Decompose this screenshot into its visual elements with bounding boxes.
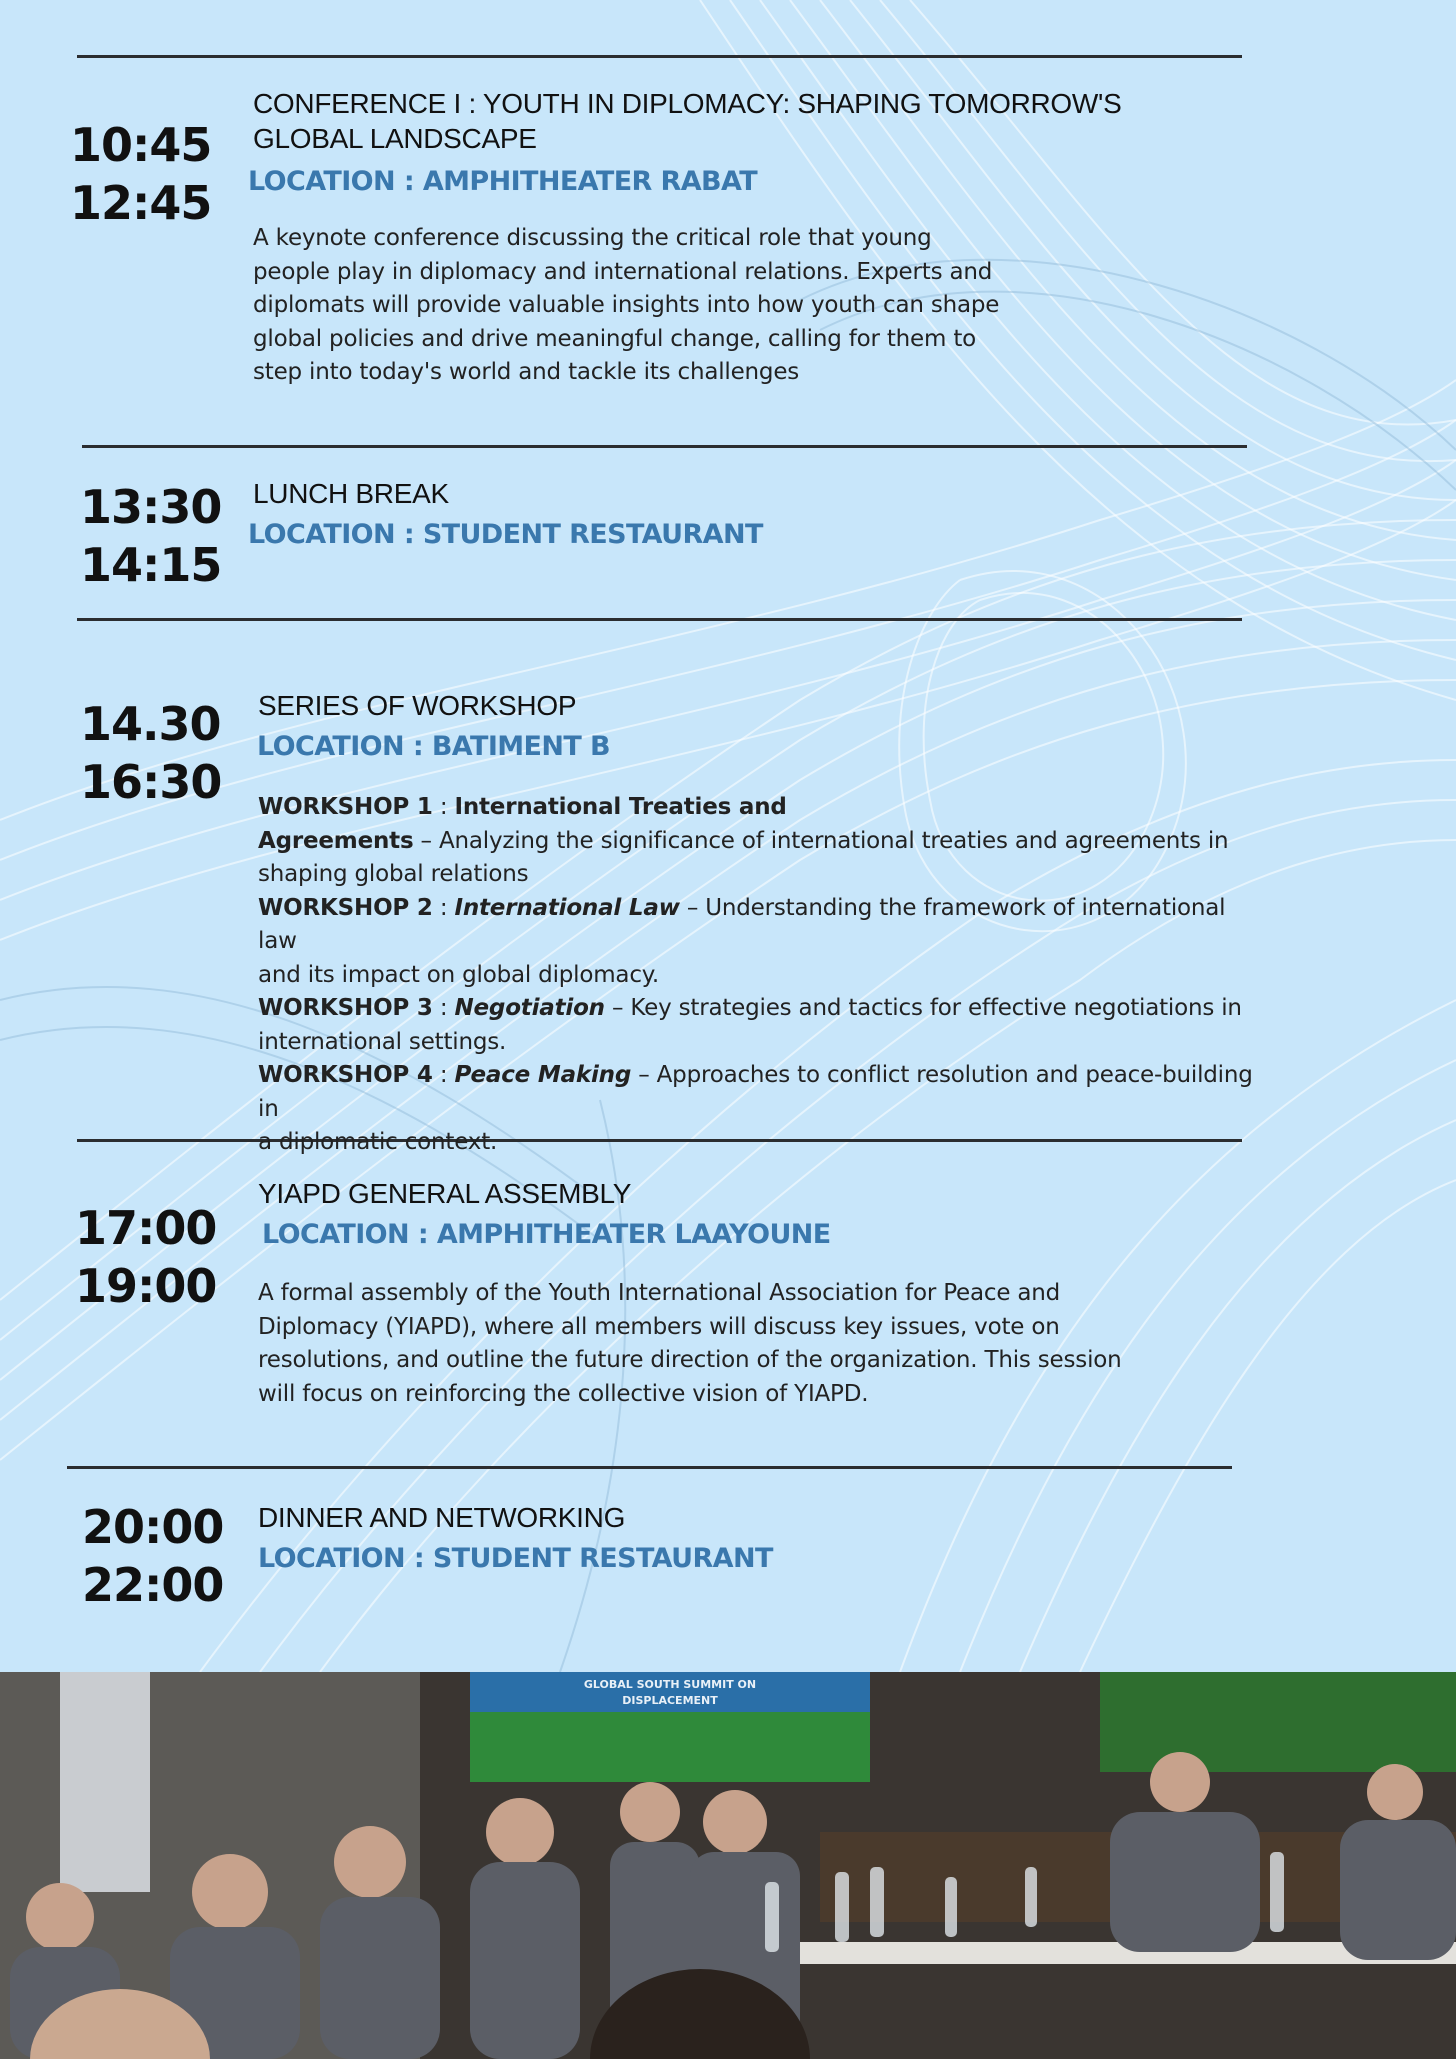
workshop-sep: : [432,995,455,1021]
session-title: LUNCH BREAK [253,478,449,509]
end-time: 12:45 [70,176,212,230]
workshop-text: – Analyzing the significance of international treaties and agreements in [413,827,1229,854]
end-time: 16:30 [80,755,222,809]
workshop-text: international settings. [258,1028,507,1055]
photo-illustration [0,1672,1456,2059]
session-time [80,695,221,811]
workshop-list [258,791,1268,1160]
title-line: GLOBAL LANDSCAPE [253,123,537,154]
session-time [75,1199,216,1315]
workshop-label: WORKSHOP 1 [258,794,433,820]
workshop-sep: : [432,894,455,921]
workshop-text: – Key strategies and tactics for effective negotiations in [604,995,1242,1021]
description-line: global policies and drive meaningful change, calling for them to [253,325,977,352]
start-time: 17:00 [75,1201,217,1255]
start-time: 20:00 [82,1500,224,1554]
divider [82,445,1247,448]
session-description [253,222,999,390]
session-location: LOCATION : STUDENT RESTAURANT [248,519,763,550]
description-line: Diplomacy (YIAPD), where all members will discuss key issues, vote on [258,1313,1060,1340]
workshop-item [258,992,1268,1059]
session-location: LOCATION : AMPHITHEATER LAAYOUNE [262,1219,831,1250]
session-title [253,86,1121,156]
title-line: CONFERENCE I : YOUTH IN DIPLOMACY: SHAPING TOMORROW'S [253,88,1122,119]
workshop-label: WORKSHOP 4 [258,1062,433,1088]
session-time [70,116,211,232]
workshop-sep: : [432,794,455,820]
session-time [80,478,221,594]
screen-text: GLOBAL SOUTH SUMMIT ON [583,1678,757,1691]
session-time [82,1498,223,1614]
description-line: A keynote conference discussing the critical role that young [253,225,932,251]
conference-photo [0,1672,1456,2059]
start-time: 13:30 [80,480,222,534]
screen-text: DISPLACEMENT [622,1694,718,1707]
divider [77,618,1242,621]
session-location: LOCATION : BATIMENT B [257,731,610,762]
description-line: people play in diplomacy and international relations. Experts and [253,258,993,285]
start-time: 10:45 [70,118,212,172]
workshop-text: – Understanding the framework of international law [258,894,1226,954]
workshop-label: WORKSHOP 3 [258,995,433,1021]
workshop-item [258,791,1268,892]
description-line: step into today's world and tackle its challenges [253,359,800,385]
session-title: DINNER AND NETWORKING [258,1502,626,1533]
description-line: A formal assembly of the Youth International Association for Peace and [258,1280,1061,1306]
workshop-item [258,892,1268,993]
workshop-text: – Approaches to conflict resolution and peace-building in [258,1062,1253,1122]
session-title: YIAPD GENERAL ASSEMBLY [258,1178,632,1209]
workshop-item [258,1059,1268,1160]
workshop-text: and its impact on global diplomacy. [258,961,660,988]
divider [67,1466,1232,1469]
workshop-label: WORKSHOP 2 [258,894,433,921]
description-line: resolutions, and outline the future direction of the organization. This session [258,1347,1122,1373]
session-description [258,1277,1122,1411]
workshop-name: Negotiation [454,995,605,1021]
workshop-sep: : [432,1062,455,1088]
workshop-name: Peace Making [454,1062,632,1088]
workshop-text: shaping global relations [258,861,529,887]
description-line: diplomats will provide valuable insights into how youth can shape [253,292,1000,318]
end-time: 22:00 [82,1558,224,1612]
workshop-name: International Law [454,894,680,921]
end-time: 19:00 [75,1259,217,1313]
session-title: SERIES OF WORKSHOP [258,690,577,721]
description-line: will focus on reinforcing the collective vision of YIAPD. [258,1380,869,1407]
session-location: LOCATION : STUDENT RESTAURANT [258,1543,773,1574]
workshop-text: a diplomatic context. [258,1129,498,1155]
session-location: LOCATION : AMPHITHEATER RABAT [248,166,758,197]
workshop-name: International Treaties and [454,794,787,820]
start-time: 14.30 [80,697,221,751]
divider [77,55,1242,58]
workshop-name: Agreements [258,827,414,854]
end-time: 14:15 [80,538,222,592]
